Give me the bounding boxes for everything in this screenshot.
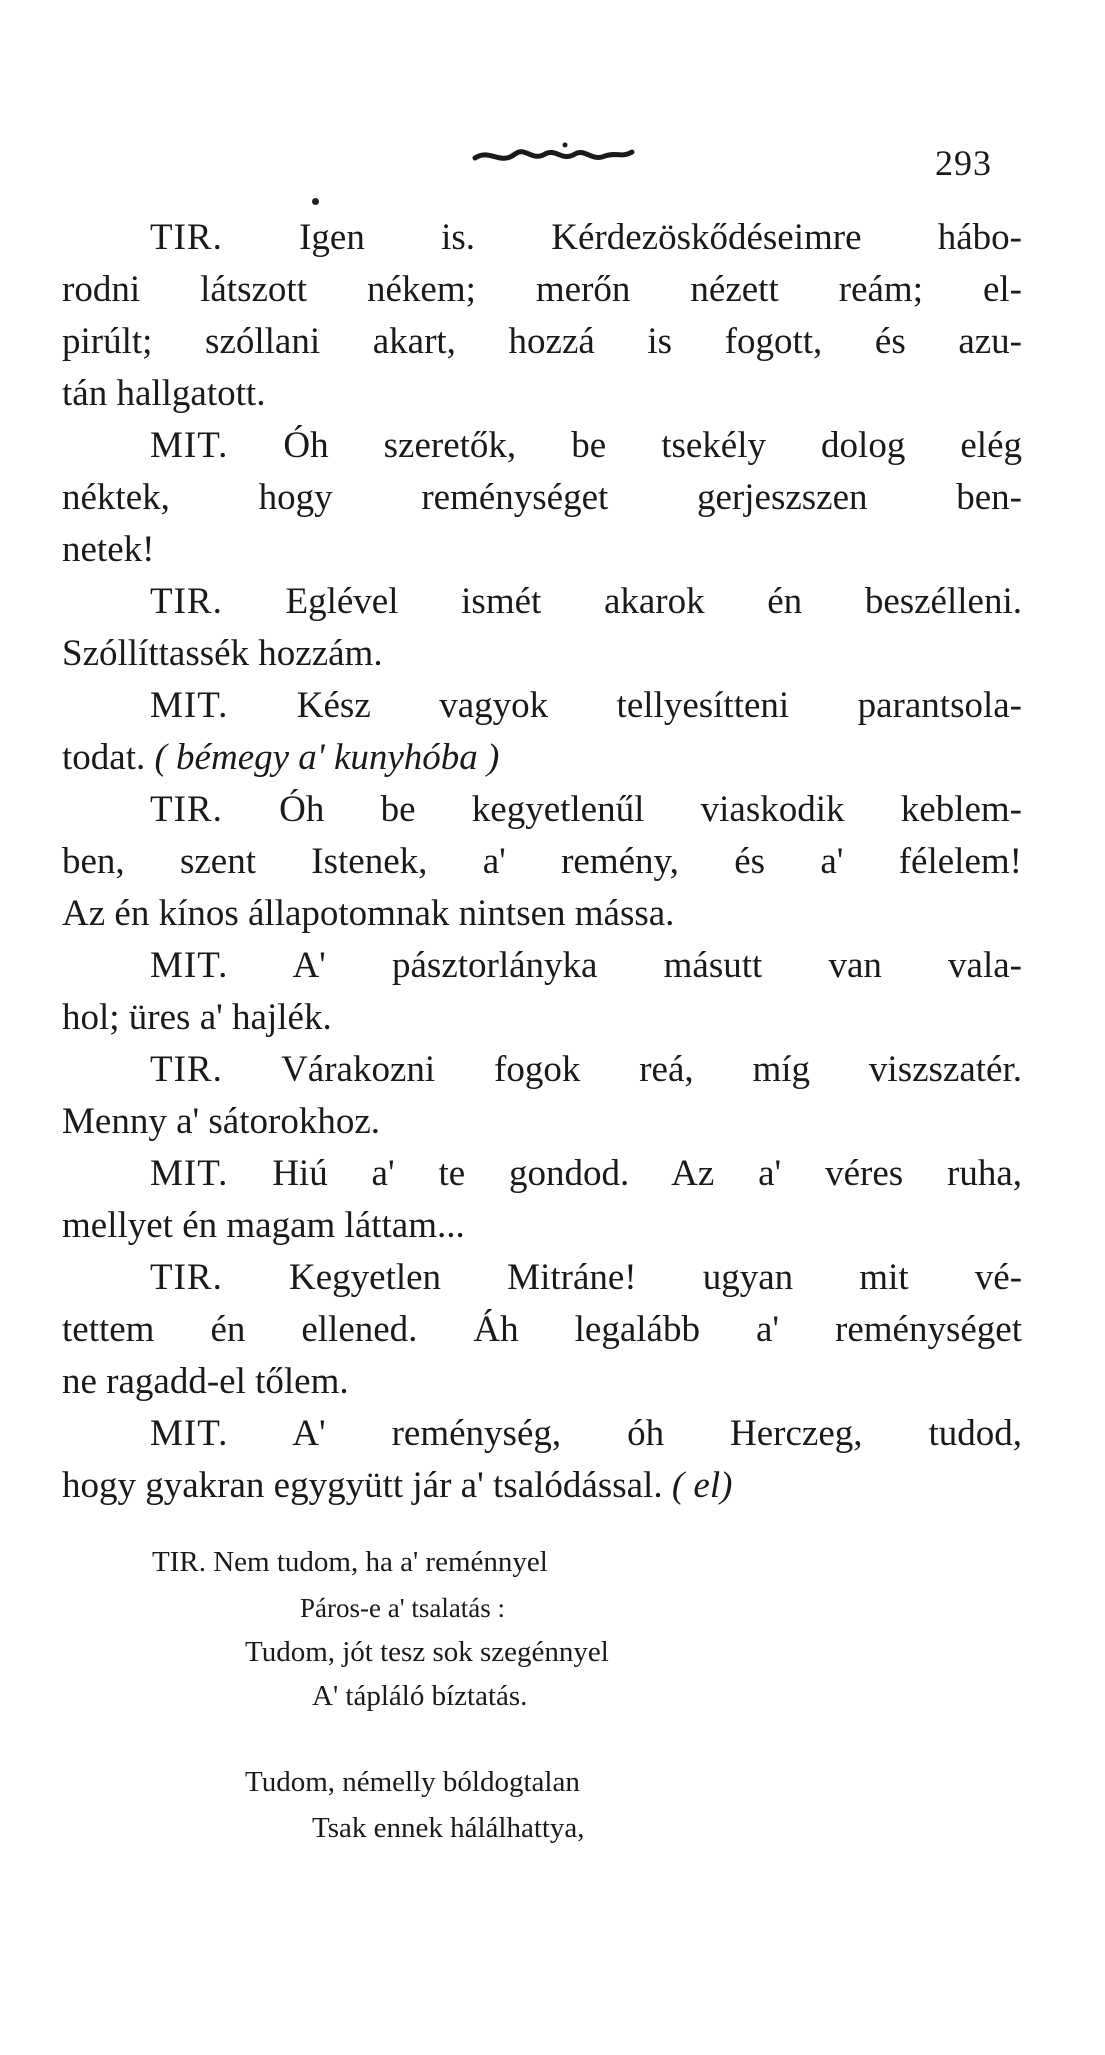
prose-line	[62, 1252, 1022, 1304]
line-text: netek!	[62, 529, 155, 570]
stage-direction: ( el)	[671, 1465, 733, 1506]
prose-line	[62, 576, 1022, 628]
prose-line	[62, 784, 1022, 836]
prose-line	[62, 940, 1022, 992]
line-text: Szóllíttassék hozzám.	[62, 633, 383, 674]
line-text: Igen is. Kérdezöskődéseimre hábo-	[299, 217, 1023, 258]
line-text: Menny a' sátorokhoz.	[62, 1101, 381, 1142]
line-text: mellyet én magam láttam...	[62, 1205, 465, 1246]
prose-line	[62, 472, 1022, 524]
line-text: Az én kínos állapotomnak nintsen mássa.	[62, 893, 675, 934]
verse-line: Tudom, némelly bóldogtalan	[245, 1766, 580, 1798]
verse-line: Páros-e a' tsalatás :	[300, 1593, 506, 1623]
line-text: rodni látszott nékem; merőn nézett reám; el-	[62, 269, 1022, 310]
prose-line	[62, 1200, 1022, 1252]
ornament-flourish	[470, 140, 650, 170]
prose-line	[62, 316, 1022, 368]
page-number: 293	[935, 143, 992, 183]
verse-line: Tudom, jót tesz sok szegénnyel	[245, 1636, 609, 1668]
prose-line	[62, 368, 1022, 420]
line-text: pirúlt; szóllani akart, hozzá is fogott, és azu-	[62, 321, 1022, 362]
line-text: Hiú a' te gondod. Az a' véres ruha,	[272, 1153, 1022, 1194]
speaker-name: MIT.	[150, 425, 229, 466]
prose-line	[62, 524, 1022, 576]
line-text: A' pásztorlányka másutt van vala-	[292, 945, 1022, 986]
verse-line: A' tápláló bíztatás.	[312, 1680, 528, 1712]
prose-line	[62, 264, 1022, 316]
prose-line	[62, 420, 1022, 472]
line-text: Óh be kegyetlenűl viaskodik keblem-	[279, 789, 1023, 830]
verse-line: Tsak ennek hálálhattya,	[312, 1812, 585, 1844]
line-text: ben, szent Istenek, a' remény, és a' félelem!	[62, 841, 1022, 882]
prose-line	[62, 1460, 1022, 1512]
speaker-name: TIR.	[150, 1049, 223, 1090]
prose-line	[62, 1148, 1022, 1200]
line-text: Kegyetlen Mitráne! ugyan mit vé-	[289, 1257, 1023, 1298]
prose-body	[62, 212, 1022, 1512]
prose-line	[62, 1356, 1022, 1408]
line-text: Várakozni fogok reá, míg viszszatér.	[281, 1049, 1022, 1090]
prose-line	[62, 888, 1022, 940]
stray-mark	[312, 198, 319, 205]
line-text: néktek, hogy reménységet gerjeszszen ben-	[62, 477, 1022, 518]
speaker-name: MIT.	[150, 1413, 229, 1454]
prose-line	[62, 212, 1022, 264]
speaker-name: TIR.	[150, 789, 223, 830]
line-text: A' reménység, óh Herczeg, tudod,	[292, 1413, 1022, 1454]
speaker-name: MIT.	[150, 945, 229, 986]
prose-line	[62, 1044, 1022, 1096]
stage-direction: ( bémegy a' kunyhóba )	[154, 737, 500, 778]
line-text: hogy gyakran egygyütt jár a' tsalódással.	[62, 1465, 663, 1506]
line-text: ne ragadd-el tőlem.	[62, 1361, 349, 1402]
line-text: Óh szeretők, be tsekély dolog elég	[283, 425, 1023, 466]
prose-line	[62, 1096, 1022, 1148]
line-text: Eglével ismét akarok én beszélleni.	[285, 581, 1022, 622]
speaker-name: TIR.	[150, 1257, 223, 1298]
prose-line	[62, 732, 1022, 784]
line-text: tán hallgatott.	[62, 373, 266, 414]
speaker-name: MIT.	[150, 1153, 229, 1194]
prose-line	[62, 836, 1022, 888]
speaker-name: TIR.	[150, 217, 223, 258]
line-text: hol; üres a' hajlék.	[62, 997, 332, 1038]
speaker-name: MIT.	[150, 685, 229, 726]
line-text: Kész vagyok tellyesítteni parantsola-	[296, 685, 1022, 726]
prose-line	[62, 628, 1022, 680]
line-text: todat.	[62, 737, 146, 778]
verse-line: TIR. Nem tudom, ha a' reménnyel	[152, 1546, 548, 1578]
prose-line	[62, 680, 1022, 732]
prose-line	[62, 992, 1022, 1044]
line-text: tettem én ellened. Áh legalább a' reménységet	[62, 1309, 1022, 1350]
prose-line	[62, 1408, 1022, 1460]
speaker-name: TIR.	[150, 581, 223, 622]
prose-line	[62, 1304, 1022, 1356]
